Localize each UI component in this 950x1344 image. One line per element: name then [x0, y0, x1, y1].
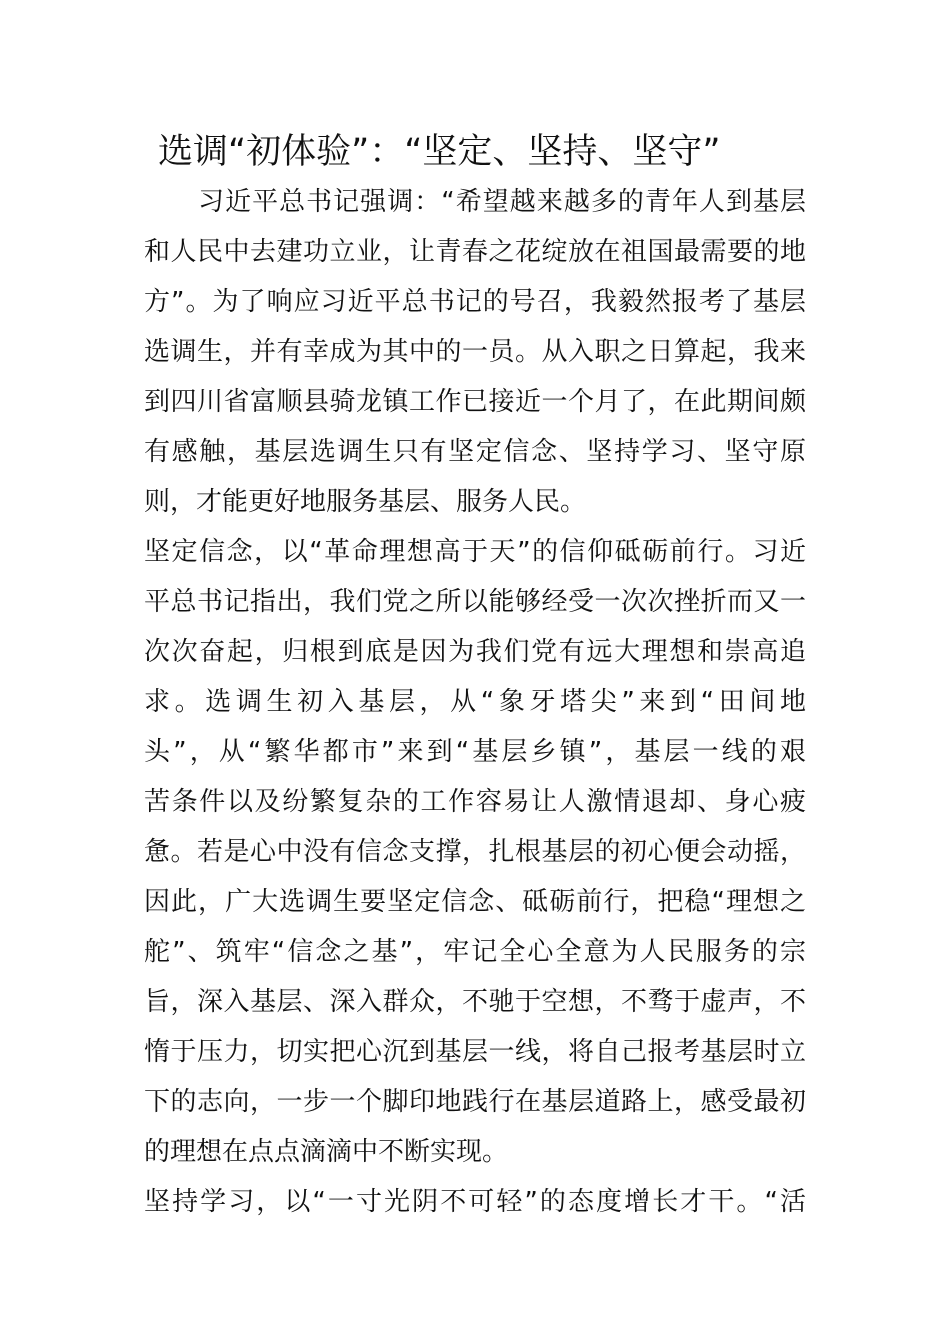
text-line: 头”，从“繁华都市”来到“基层乡镇”，基层一线的艰 [144, 737, 806, 767]
text-line: 坚持学习，以“一寸光阴不可轻”的态度增长才干。“活 [144, 1187, 806, 1217]
text-line: 舵”、筑牢“信念之基”，牢记全心全意为人民服务的宗 [144, 937, 806, 967]
text-line: 则，才能更好地服务基层、服务人民。 [144, 487, 587, 517]
text-line: 次次奋起，归根到底是因为我们党有远大理想和崇高追 [144, 637, 806, 667]
text-line: 惫。若是心中没有信念支撑，扎根基层的初心便会动摇， [144, 837, 806, 867]
text-line: 有感触，基层选调生只有坚定信念、坚持学习、坚守原 [144, 437, 806, 467]
paragraph-firm-belief [144, 527, 806, 1177]
document-title: 选调“初体验”：“坚定、坚持、坚守” [158, 132, 721, 172]
text-line: 方”。为了响应习近平总书记的号召，我毅然报考了基层 [144, 287, 806, 317]
text-line: 习近平总书记强调：“希望越来越多的青年人到基层 [144, 187, 806, 217]
paragraph-intro [144, 177, 806, 527]
text-line: 因此，广大选调生要坚定信念、砥砺前行，把稳“理想之 [144, 887, 806, 917]
text-line: 下的志向，一步一个脚印地践行在基层道路上，感受最初 [144, 1087, 806, 1117]
text-line: 旨，深入基层、深入群众，不驰于空想，不骛于虚声，不 [144, 987, 806, 1017]
document-body [144, 177, 806, 1227]
text-line: 求。选调生初入基层，从“象牙塔尖”来到“田间地 [144, 687, 806, 717]
text-line: 到四川省富顺县骑龙镇工作已接近一个月了，在此期间颇 [144, 387, 806, 417]
text-line: 选调生，并有幸成为其中的一员。从入职之日算起，我来 [144, 337, 806, 367]
text-line: 坚定信念，以“革命理想高于天”的信仰砥砺前行。习近 [144, 537, 806, 567]
paragraph-keep-learning [144, 1177, 806, 1227]
text-line: 的理想在点点滴滴中不断实现。 [144, 1137, 509, 1167]
text-line: 惰于压力，切实把心沉到基层一线，将自己报考基层时立 [144, 1037, 806, 1067]
text-line: 和人民中去建功立业，让青春之花绽放在祖国最需要的地 [144, 237, 806, 267]
text-line: 平总书记指出，我们党之所以能够经受一次次挫折而又一 [144, 587, 806, 617]
text-line: 苦条件以及纷繁复杂的工作容易让人激情退却、身心疲 [144, 787, 806, 817]
